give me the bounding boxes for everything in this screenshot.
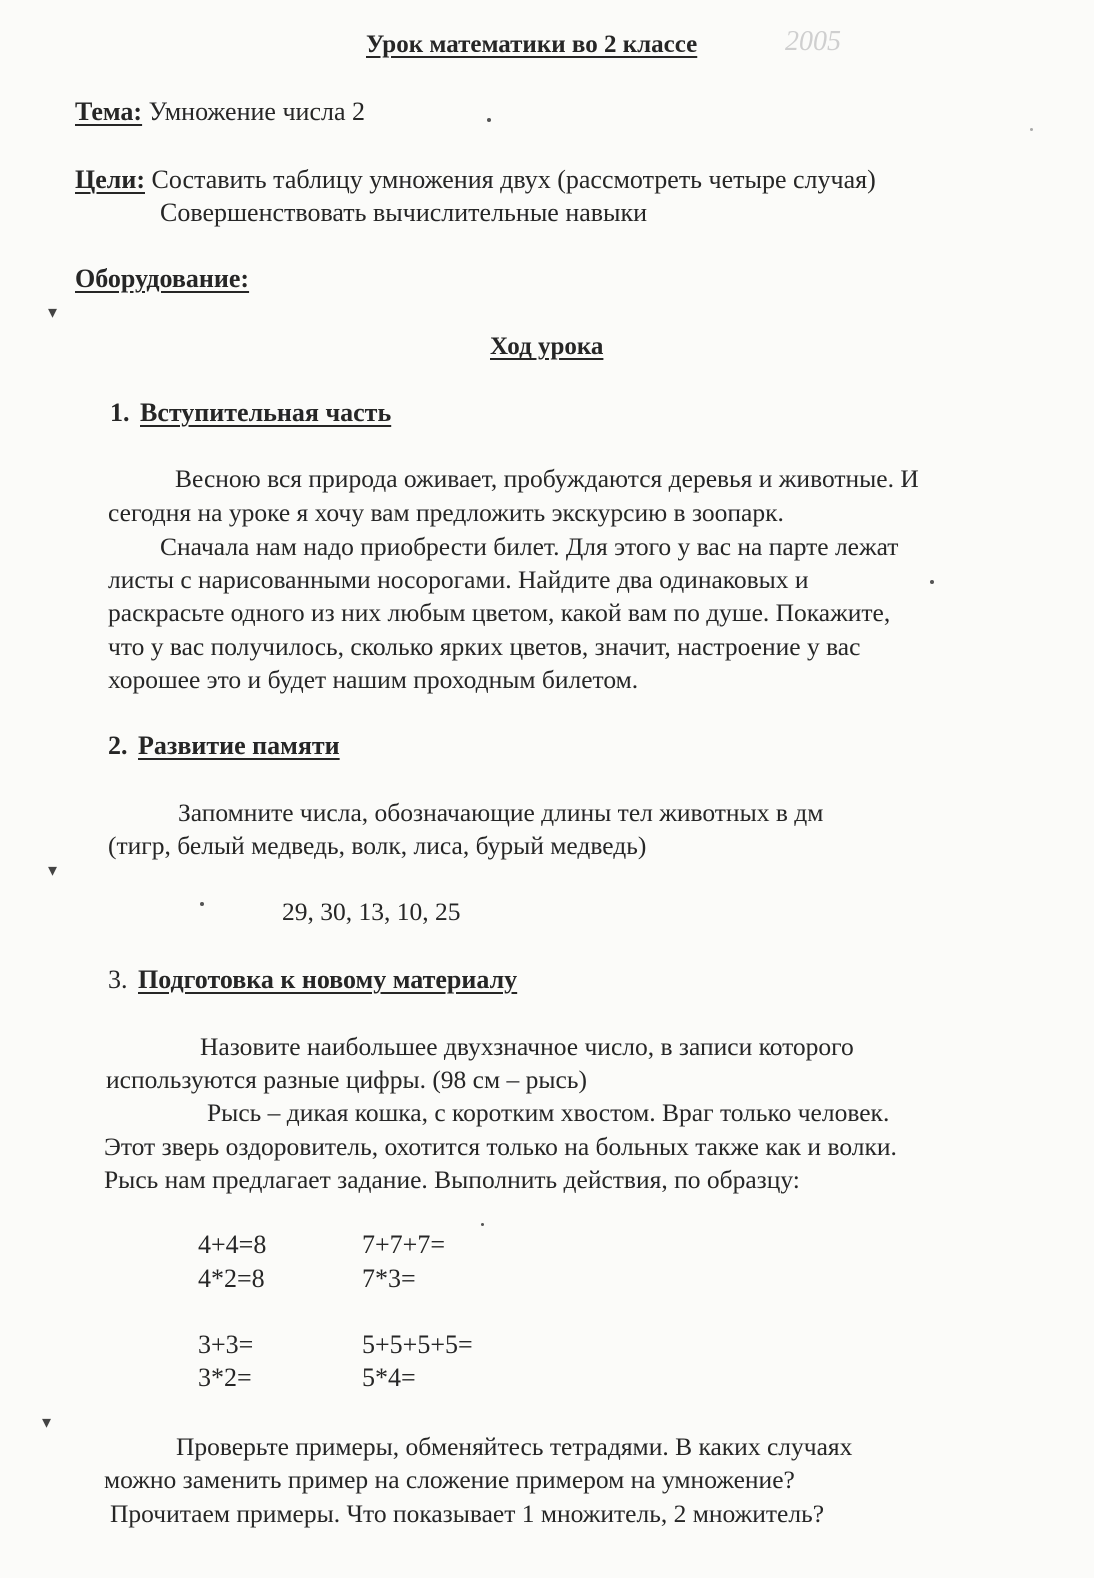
equipment-row [75, 262, 249, 295]
section-1-line: листы с нарисованными носорогами. Найдите два одинаковых и [108, 565, 809, 594]
section-1-title: Вступительная часть [140, 398, 392, 427]
scan-speck [930, 580, 934, 584]
section-2-number: 2. [108, 731, 128, 760]
equipment-label: Оборудование: [75, 264, 250, 293]
section-1-number: 1. [110, 398, 130, 427]
goals-label: Цели: [75, 165, 145, 194]
equation: 7*3= [362, 1264, 416, 1293]
section-1-line: что у вас получилось, сколько ярких цветов, значит, настроение у вас [108, 632, 861, 661]
section-1-line: Весною вся природа оживает, пробуждаются деревья и животные. И [175, 464, 919, 493]
goals-line-1: Составить таблицу умножения двух (рассмотреть четыре случая) [145, 165, 876, 194]
section-3-line: Рысь нам предлагает задание. Выполнить действия, по образцу: [104, 1165, 800, 1194]
topic-text: Умножение числа 2 [142, 97, 366, 126]
topic-label: Тема: [75, 97, 143, 126]
section-3-line: Рысь – дикая кошка, с коротким хвостом. Враг только человек. [207, 1098, 890, 1127]
margin-mark: ▾ [48, 860, 58, 880]
equation: 4*2=8 [198, 1264, 265, 1293]
section-2-title: Развитие памяти [138, 731, 340, 760]
section-3-closing-line: можно заменить пример на сложение примером на умножение? [104, 1465, 795, 1494]
section-3-title: Подготовка к новому материалу [138, 965, 518, 994]
scan-speck [1030, 128, 1033, 131]
equation: 5+5+5+5= [362, 1330, 473, 1359]
section-2-numbers: 29, 30, 13, 10, 25 [282, 897, 461, 926]
equation: 4+4=8 [198, 1230, 267, 1259]
section-3-line: используются разные цифры. (98 см – рысь) [106, 1065, 587, 1094]
section-1-heading [110, 396, 391, 429]
section-2-line: Запомните числа, обозначающие длины тел животных в дм [178, 798, 824, 827]
topic-row [75, 95, 365, 128]
section-1-line: раскрасьте одного из них любым цветом, какой вам по душе. Покажите, [108, 598, 891, 627]
document-title: Урок математики во 2 классе [366, 31, 698, 58]
equation: 3*2= [198, 1363, 252, 1392]
section-1-line: хорошее это и будет нашим проходным билетом. [108, 665, 639, 694]
section-3-heading [108, 963, 517, 996]
scan-speck [481, 1223, 484, 1226]
equation: 7+7+7= [362, 1230, 445, 1259]
margin-mark: ▾ [48, 302, 58, 322]
section-3-number: 3. [108, 965, 128, 994]
lesson-heading: Ход урока [490, 333, 604, 360]
goals-row [75, 163, 876, 196]
scan-speck [200, 902, 204, 906]
goals-line-2: Совершенствовать вычислительные навыки [160, 198, 648, 227]
section-3-line: Этот зверь оздоровитель, охотится только на больных также как и волки. [104, 1132, 897, 1161]
section-2-heading [108, 729, 340, 762]
section-3-closing-line: Прочитаем примеры. Что показывает 1 множитель, 2 множитель? [110, 1499, 825, 1528]
equation: 5*4= [362, 1363, 416, 1392]
faint-year-note: 2005 [785, 26, 841, 57]
scan-speck [487, 118, 491, 122]
section-1-line: Сначала нам надо приобрести билет. Для этого у вас на парте лежат [160, 532, 899, 561]
margin-mark: ▾ [42, 1412, 52, 1432]
section-3-closing-line: Проверьте примеры, обменяйтесь тетрадями. В каких случаях [176, 1432, 853, 1461]
section-1-line: сегодня на уроке я хочу вам предложить экскурсию в зоопарк. [108, 498, 784, 527]
equation: 3+3= [198, 1330, 254, 1359]
section-2-line: (тигр, белый медведь, волк, лиса, бурый медведь) [108, 831, 647, 860]
section-3-line: Назовите наибольшее двухзначное число, в записи которого [200, 1032, 854, 1061]
